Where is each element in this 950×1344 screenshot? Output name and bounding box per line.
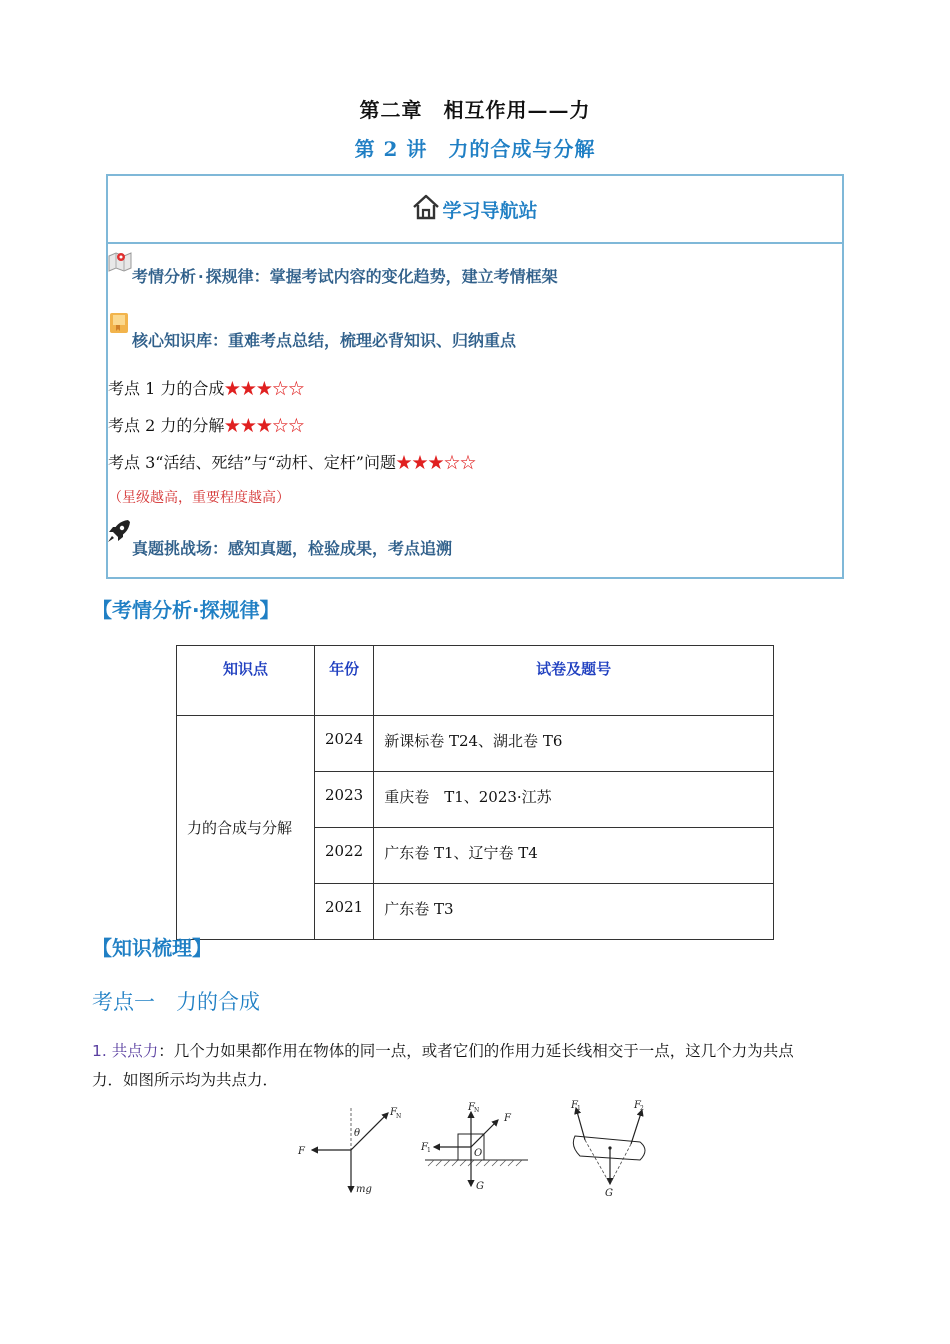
nav-title-row xyxy=(106,194,844,225)
fig1-label-F: F xyxy=(298,1146,305,1157)
fig2-label-F: F xyxy=(504,1113,511,1124)
table-header-row xyxy=(177,646,774,716)
fig2-label-O: O xyxy=(474,1148,483,1159)
definition-text: ：几个力如果都作用在物体的同一点，或者它们的作用力延长线相交于一点，这几个力为共点 xyxy=(158,1042,794,1060)
papers-cell: 广东卷 T3 xyxy=(374,884,774,940)
fig1-label-theta: θ xyxy=(354,1128,361,1139)
figure-1 xyxy=(297,1107,401,1195)
point-2 xyxy=(108,413,304,436)
concurrent-force-paragraph xyxy=(92,1037,872,1095)
map-icon xyxy=(108,250,132,276)
book-icon xyxy=(108,312,130,338)
exam-table xyxy=(176,645,774,940)
point-1 xyxy=(108,376,304,399)
fig2-label-G: G xyxy=(476,1181,484,1192)
lecture-title: 第 2 讲 力的合成与分解 xyxy=(354,137,596,161)
star-note: （星级越高，重要程度越高） xyxy=(108,490,290,506)
point-2-stars: ★★★☆☆ xyxy=(224,416,305,435)
kaodian-title: 考点一 力的合成 xyxy=(92,990,260,1014)
col-year: 年份 xyxy=(315,646,374,716)
table-row xyxy=(177,716,774,772)
fig2-label-FN-sub: N xyxy=(474,1107,480,1114)
nav-section-analysis: 考情分析·探规律：掌握考试内容的变化趋势，建立考情框架 xyxy=(132,267,558,286)
fig3-label-F1: F xyxy=(571,1100,578,1111)
fig3-label-F2: F xyxy=(634,1100,641,1111)
fig1-label-mg: mg xyxy=(356,1184,372,1195)
col-papers: 试卷及题号 xyxy=(374,646,774,716)
point-3 xyxy=(108,450,476,473)
point-2-label: 考点 2 力的分解 xyxy=(108,416,225,435)
fig2-label-F1-sub: 1 xyxy=(427,1147,431,1154)
figure-3 xyxy=(570,1100,645,1199)
concurrent-force-figures xyxy=(290,1100,690,1205)
fig2-label-FN: F xyxy=(468,1102,475,1113)
nav-header xyxy=(106,174,844,244)
fig3-label-F1-sub: 1 xyxy=(577,1105,581,1112)
point-1-label: 考点 1 力的合成 xyxy=(108,379,225,398)
fig1-label-FN: F xyxy=(390,1107,397,1118)
nav-section-challenge: 真题挑战场：感知真题，检验成果，考点追溯 xyxy=(132,539,453,558)
year-cell: 2021 xyxy=(315,884,374,940)
chapter-title: 第二章 相互作用——力 xyxy=(359,98,591,122)
home-icon xyxy=(412,194,440,225)
nav-section-knowledge: 核心知识库：重难考点总结，梳理必背知识、归纳重点 xyxy=(132,331,517,350)
point-1-stars: ★★★☆☆ xyxy=(224,379,305,398)
papers-cell: 广东卷 T1、辽宁卷 T4 xyxy=(374,828,774,884)
paragraph-line-1 xyxy=(92,1037,872,1066)
point-3-label: 考点 3“活结、死结”与“动杆、定杆”问题 xyxy=(108,453,396,472)
figure-2 xyxy=(420,1102,528,1192)
fig1-label-FN-sub: N xyxy=(396,1113,402,1120)
analysis-heading: 【考情分析·探规律】 xyxy=(92,598,280,622)
paragraph-line-2: 力．如图所示均为共点力． xyxy=(92,1071,279,1089)
knowledge-heading: 【知识梳理】 xyxy=(92,936,212,960)
fig3-label-G: G xyxy=(605,1188,613,1199)
rocket-icon xyxy=(106,518,132,548)
nav-title: 学习导航站 xyxy=(442,200,538,222)
papers-cell: 重庆卷 T1、2023·江苏 xyxy=(374,772,774,828)
term-concurrent-force: 1. 共点力 xyxy=(92,1042,159,1060)
col-topic: 知识点 xyxy=(177,646,315,716)
topic-cell: 力的合成与分解 xyxy=(177,716,315,940)
fig3-label-F2-sub: 2 xyxy=(640,1105,644,1112)
year-cell: 2024 xyxy=(315,716,374,772)
papers-cell: 新课标卷 T24、湖北卷 T6 xyxy=(374,716,774,772)
point-3-stars: ★★★☆☆ xyxy=(396,453,477,472)
year-cell: 2023 xyxy=(315,772,374,828)
fig2-label-F1: F xyxy=(421,1142,428,1153)
year-cell: 2022 xyxy=(315,828,374,884)
